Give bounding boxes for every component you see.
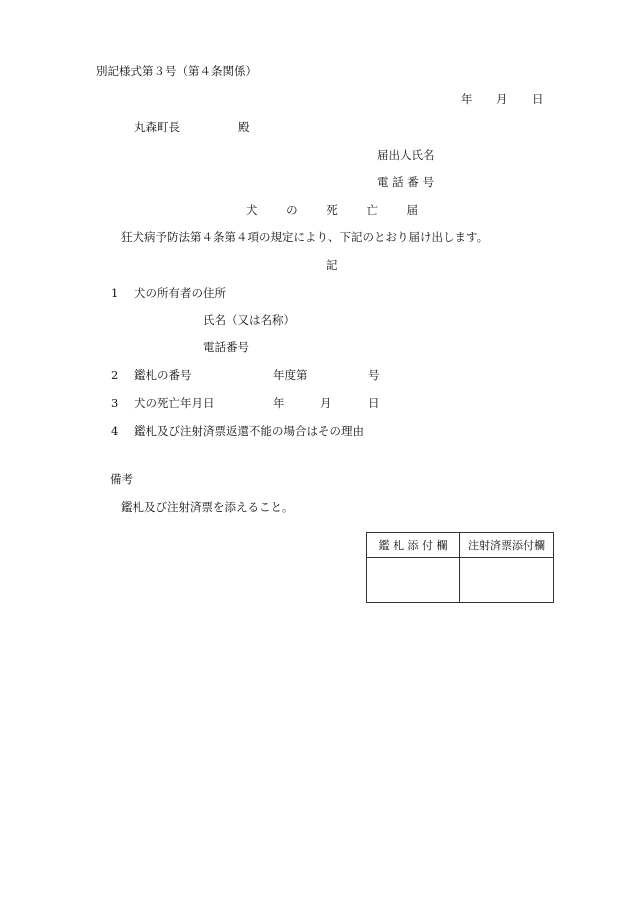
attachment-table — [366, 532, 554, 603]
title-char: 亡 — [366, 203, 378, 217]
item3-label: 犬の死亡年月日 — [134, 396, 215, 410]
attach-cell-tag — [367, 558, 460, 603]
item1-label: 犬の所有者の住所 — [134, 286, 226, 300]
remarks-text: 鑑札及び注射済票を添えること。 — [121, 500, 294, 514]
attach-col-vaccine: 注射済票添付欄 — [460, 533, 554, 558]
title-char: 犬 — [246, 203, 258, 217]
date-month: 月 — [496, 92, 508, 106]
item1-name-label: 氏名（又は名称） — [203, 313, 295, 327]
item2-label: 鑑札の番号 — [134, 368, 192, 382]
item-number: 3 — [111, 396, 119, 410]
title-char: の — [286, 203, 298, 217]
title-char: 死 — [326, 203, 338, 217]
item-number: 4 — [111, 424, 119, 438]
addressee-name: 丸森町長 — [134, 120, 180, 134]
item3-year-label: 年 — [273, 396, 285, 410]
form-label: 別記様式第３号（第４条関係） — [96, 64, 257, 78]
item1-phone-label: 電話番号 — [203, 340, 249, 354]
date-year: 年 — [461, 92, 473, 106]
intro-text: 狂犬病予防法第４条第４項の規定により、下記のとおり届け出します。 — [121, 230, 489, 244]
item4-label: 鑑札及び注射済票返還不能の場合はその理由 — [134, 424, 364, 438]
document-title — [246, 205, 418, 217]
title-char: 届 — [406, 203, 418, 217]
item2-year-label: 年度第 — [273, 368, 308, 382]
addressee-honorific: 殿 — [238, 120, 250, 134]
applicant-name-label: 届出人氏名 — [377, 148, 435, 162]
applicant-phone-label: 電 話 番 号 — [377, 175, 434, 189]
date-day: 日 — [532, 92, 544, 106]
attach-cell-vaccine — [460, 558, 554, 603]
ki-heading: 記 — [326, 258, 338, 272]
attach-col-tag: 鑑 札 添 付 欄 — [367, 533, 460, 558]
item-number: 2 — [111, 368, 119, 382]
remarks-heading: 備考 — [110, 472, 133, 486]
item3-month-label: 月 — [320, 396, 332, 410]
item-number: 1 — [111, 286, 119, 300]
item2-go-label: 号 — [368, 368, 380, 382]
item3-day-label: 日 — [368, 396, 380, 410]
